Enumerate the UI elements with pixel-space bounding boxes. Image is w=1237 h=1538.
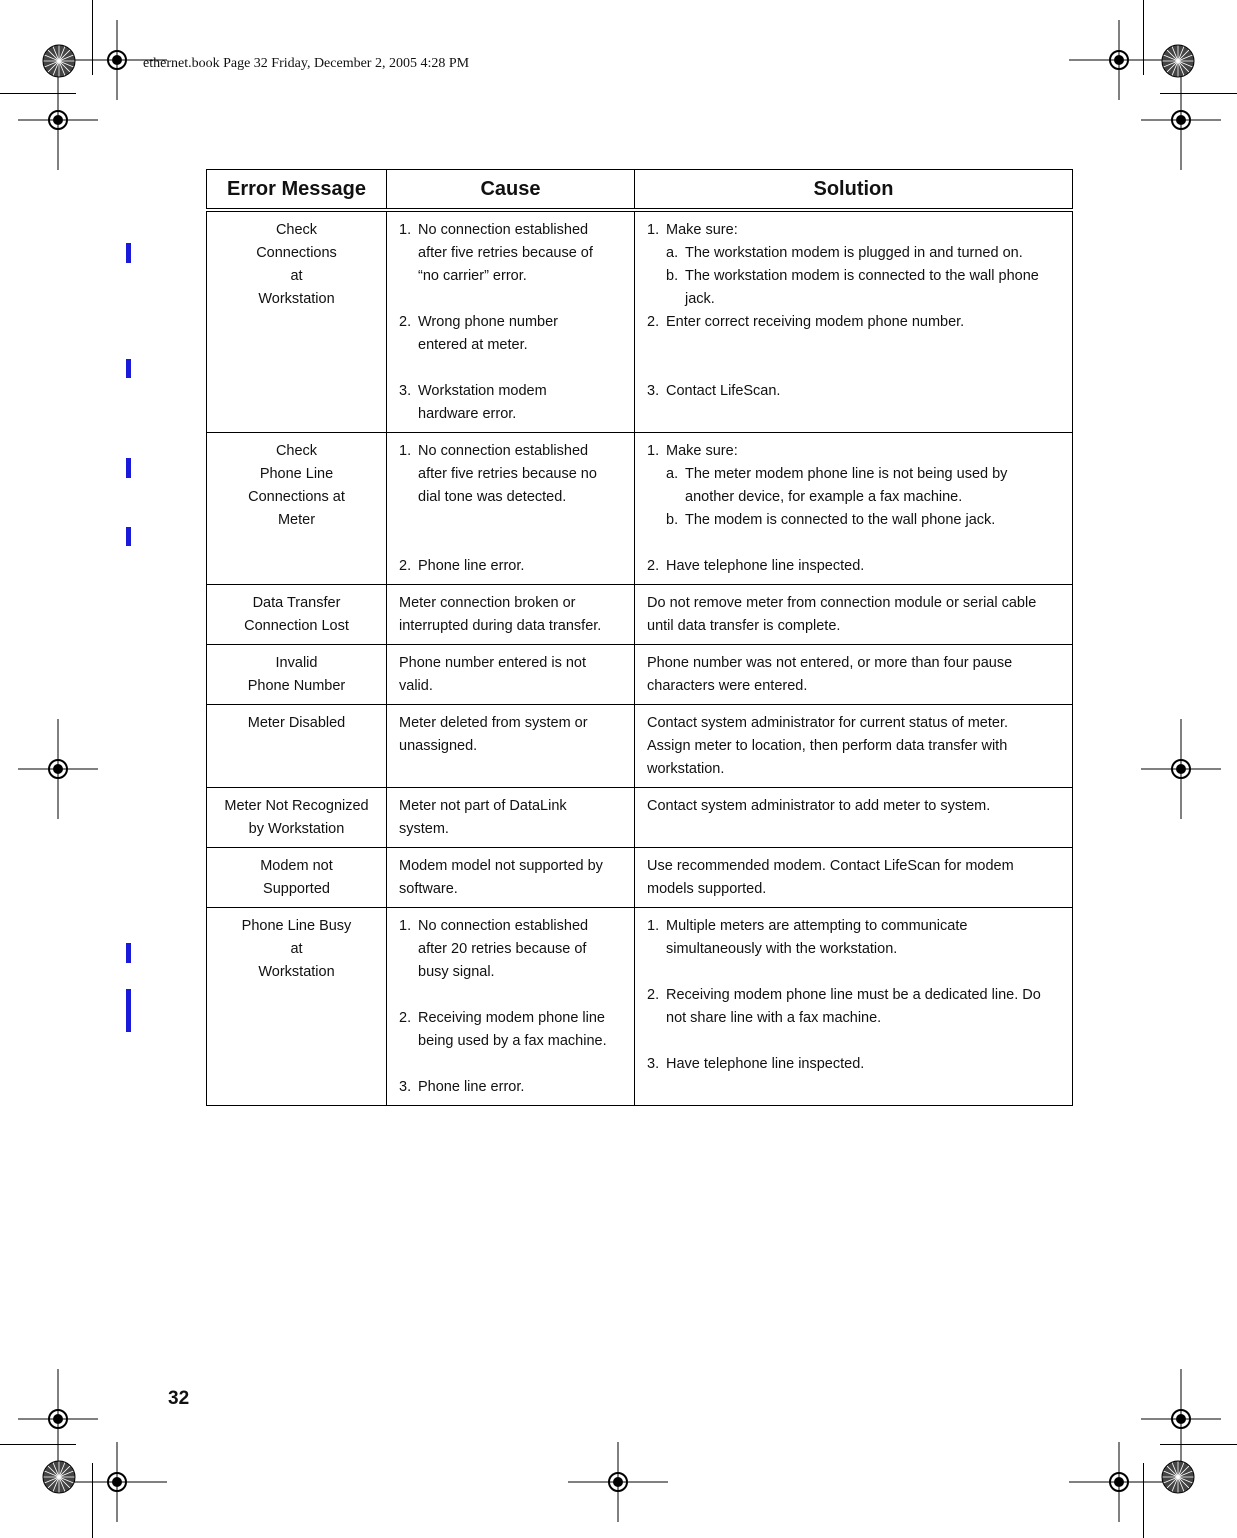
table-row — [207, 585, 1073, 645]
numbered-item: 3. Phone line error. — [399, 1079, 525, 1095]
table-row — [207, 705, 1073, 788]
lettered-item: b. The modem is connected to the wall phone jack. — [666, 512, 996, 528]
solution-cell: Contact system administrator for current status of meter. Assign meter to location, then perform data transfer with workstation. — [635, 705, 1073, 788]
error-message-cell: Check Connections at Workstation — [207, 210, 387, 433]
table-row — [207, 210, 1073, 433]
numbered-item: 2. Phone line error. — [399, 558, 525, 574]
cause-cell — [387, 908, 635, 1106]
registration-target-icon — [18, 719, 98, 819]
change-bar — [126, 458, 131, 478]
numbered-item: 2. Receiving modem phone line must be a dedicated line. Do not share line with a fax machine. — [647, 987, 1041, 1026]
numbered-item: 2. Enter correct receiving modem phone number. — [647, 314, 965, 330]
cause-cell: Meter connection broken or interrupted during data transfer. — [387, 585, 635, 645]
numbered-item: 2. Receiving modem phone line being used by a fax machine. — [399, 1010, 607, 1049]
numbered-item: 3. Have telephone line inspected. — [647, 1056, 865, 1072]
registration-target-icon — [1141, 719, 1221, 819]
star-target-icon — [42, 44, 76, 78]
error-message-cell: Meter Not Recognized by Workstation — [207, 788, 387, 848]
error-message-cell: Meter Disabled — [207, 705, 387, 788]
change-bar — [126, 943, 131, 963]
registration-target-icon — [568, 1442, 668, 1522]
cause-cell — [387, 433, 635, 585]
solution-cell — [635, 210, 1073, 433]
cause-cell: Meter not part of DataLink system. — [387, 788, 635, 848]
registration-target-icon — [18, 70, 98, 170]
lettered-item: a. The meter modem phone line is not being used by another device, for example a fax machine. — [666, 466, 1008, 505]
error-message-cell: Check Phone Line Connections at Meter — [207, 433, 387, 585]
numbered-item: 2. Have telephone line inspected. — [647, 558, 865, 574]
header-cause: Cause — [387, 170, 635, 211]
change-bar — [126, 527, 131, 546]
numbered-item: 1. Multiple meters are attempting to communicate simultaneously with the workstation. — [647, 918, 968, 957]
error-message-cell: Invalid Phone Number — [207, 645, 387, 705]
lettered-item: b. The workstation modem is connected to the wall phone jack. — [666, 268, 1039, 307]
change-bar — [126, 359, 131, 378]
troubleshooting-table — [206, 169, 1073, 1106]
change-bar — [126, 243, 131, 263]
numbered-item: 3. Contact LifeScan. — [647, 383, 781, 399]
registration-target-icon — [1141, 70, 1221, 170]
numbered-item: 2. Wrong phone number entered at meter. — [399, 314, 558, 353]
solution-cell: Use recommended modem. Contact LifeScan for modem models supported. — [635, 848, 1073, 908]
table-row — [207, 908, 1073, 1106]
cause-cell: Modem model not supported by software. — [387, 848, 635, 908]
header-solution: Solution — [635, 170, 1073, 211]
registration-target-icon — [1069, 1442, 1169, 1522]
registration-target-icon — [67, 1442, 167, 1522]
numbered-item: 3. Workstation modem hardware error. — [399, 383, 547, 422]
print-slug: ethernet.book Page 32 Friday, December 2, 2005 4:28 PM — [143, 56, 470, 71]
error-message-cell: Phone Line Busy at Workstation — [207, 908, 387, 1106]
solution-cell: Phone number was not entered, or more than four pause characters were entered. — [635, 645, 1073, 705]
numbered-item: 1. Make sure: — [647, 222, 738, 238]
numbered-item: 1. Make sure: — [647, 443, 738, 459]
table-row — [207, 433, 1073, 585]
numbered-item: 1. No connection established after five retries because no dial tone was detected. — [399, 443, 597, 505]
solution-cell — [635, 433, 1073, 585]
table-row — [207, 788, 1073, 848]
star-target-icon — [42, 1460, 76, 1494]
star-target-icon — [1161, 1460, 1195, 1494]
table-row — [207, 645, 1073, 705]
numbered-item: 1. No connection established after 20 retries because of busy signal. — [399, 918, 589, 980]
solution-cell — [635, 908, 1073, 1106]
change-bar — [126, 989, 131, 1032]
solution-cell: Contact system administrator to add meter to system. — [635, 788, 1073, 848]
page-number: 32 — [168, 1388, 190, 1409]
lettered-item: a. The workstation modem is plugged in and turned on. — [666, 245, 1023, 261]
cause-cell: Meter deleted from system or unassigned. — [387, 705, 635, 788]
error-message-cell: Data Transfer Connection Lost — [207, 585, 387, 645]
cause-cell: Phone number entered is not valid. — [387, 645, 635, 705]
error-message-cell: Modem not Supported — [207, 848, 387, 908]
table-header-row — [207, 170, 1073, 211]
header-error-message: Error Message — [207, 170, 387, 211]
table-row — [207, 848, 1073, 908]
cause-cell — [387, 210, 635, 433]
solution-cell: Do not remove meter from connection module or serial cable until data transfer is complete. — [635, 585, 1073, 645]
star-target-icon — [1161, 44, 1195, 78]
numbered-item: 1. No connection established after five retries because of “no carrier” error. — [399, 222, 593, 284]
